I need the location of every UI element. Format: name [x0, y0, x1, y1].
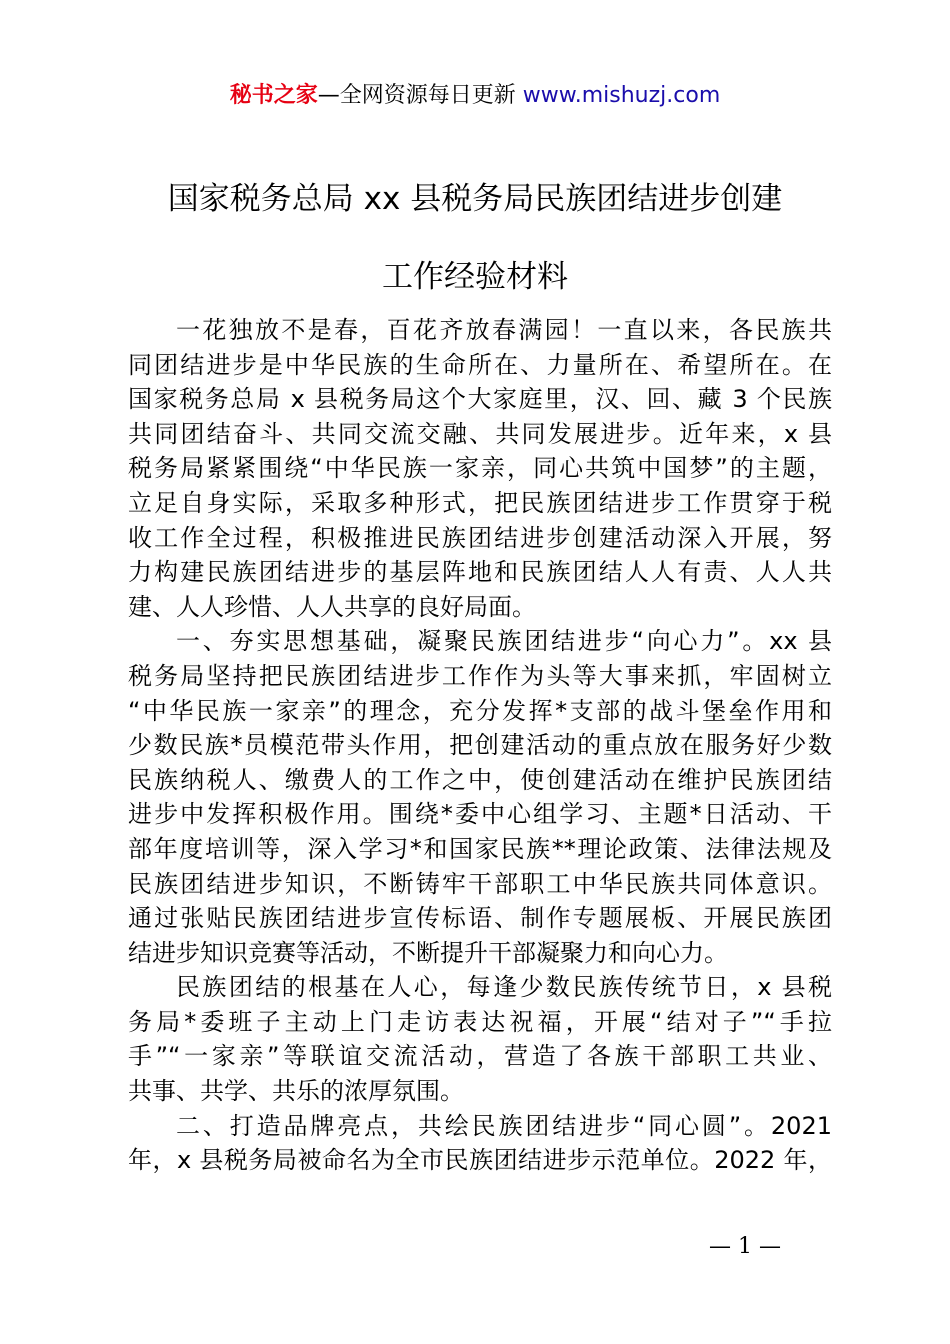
- text-line: 立足自身实际，采取多种形式，把民族团结进步工作贯穿于税: [128, 488, 832, 517]
- text-line: 一花独放不是春，百花齐放春满园！一直以来，各民族共: [176, 316, 832, 344]
- text-line: 共事、共学、共乐的浓厚氛围。: [128, 1077, 464, 1106]
- document-title-line: 工作经验材料: [382, 259, 568, 295]
- page-number: — 1 —: [709, 1234, 781, 1259]
- text-line: 少数民族*员模范带头作用，把创建活动的重点放在服务好少数: [128, 731, 832, 760]
- site-tagline: —全网资源每日更新: [317, 83, 523, 108]
- text-line: 同团结进步是中华民族的生命所在、力量所在、希望所在。在: [128, 350, 832, 379]
- text-line: 年，x 县税务局被命名为全市民族团结进步示范单位。2022 年，: [128, 1146, 832, 1175]
- text-line: 建、人人珍惜、人人共享的良好局面。: [128, 592, 536, 621]
- site-url-link[interactable]: www.mishuzj.com: [522, 83, 721, 108]
- document-title: [100, 160, 850, 316]
- text-line: 务局*委班子主动上门走访表达祝福，开展“结对子”“手拉: [128, 1007, 832, 1036]
- text-line: 收工作全过程，积极推进民族团结进步创建活动深入开展，努: [128, 523, 832, 552]
- text-line: 手”“一家亲”等联谊交流活动，营造了各族干部职工共业、: [128, 1042, 832, 1071]
- text-line: 共同团结奋斗、共同交流交融、共同发展进步。近年来，x 县: [128, 419, 832, 448]
- text-line: 通过张贴民族团结进步宣传标语、制作专题展板、开展民族团: [128, 904, 832, 933]
- site-header: [0, 80, 950, 112]
- text-line: 结进步知识竞赛等活动，不断提升干部凝聚力和向心力。: [128, 938, 728, 967]
- paragraph-section-two: [128, 1109, 832, 1178]
- text-line: “中华民族一家亲”的理念，充分发挥*支部的战斗堡垒作用和: [128, 696, 832, 725]
- text-line: 进步中发挥积极作用。围绕*委中心组学习、主题*日活动、干: [128, 800, 832, 829]
- text-line: 国家税务总局 x 县税务局这个大家庭里，汉、回、藏 3 个民族: [128, 385, 832, 414]
- text-line: 一、夯实思想基础，凝聚民族团结进步“向心力”。xx 县: [176, 627, 832, 656]
- text-line: 税务局坚持把民族团结进步工作作为头等大事来抓，牢固树立: [128, 661, 832, 690]
- text-line: 民族纳税人、缴费人的工作之中，使创建活动在维护民族团结: [128, 765, 832, 794]
- document-body: [128, 313, 832, 1178]
- text-line: 部年度培训等，深入学习*和国家民族**理论政策、法律法规及: [128, 834, 832, 863]
- site-brand: 秘书之家: [229, 83, 318, 108]
- paragraph-intro: [128, 313, 832, 624]
- text-line: 二、打造品牌亮点，共绘民族团结进步“同心圆”。2021: [176, 1111, 832, 1140]
- text-line: 民族团结进步知识，不断铸牢干部职工中华民族共同体意识。: [128, 869, 832, 898]
- paragraph-section-one: [128, 624, 832, 970]
- text-line: 力构建民族团结进步的基层阵地和民族团结人人有责、人人共: [128, 558, 832, 587]
- paragraph-festivals: [128, 970, 832, 1108]
- document-title-line: 国家税务总局 xx 县税务局民族团结进步创建: [167, 181, 783, 217]
- text-line: 税务局紧紧围绕“中华民族一家亲，同心共筑中国梦”的主题，: [128, 454, 832, 483]
- text-line: 民族团结的根基在人心，每逢少数民族传统节日，x 县税: [176, 973, 832, 1002]
